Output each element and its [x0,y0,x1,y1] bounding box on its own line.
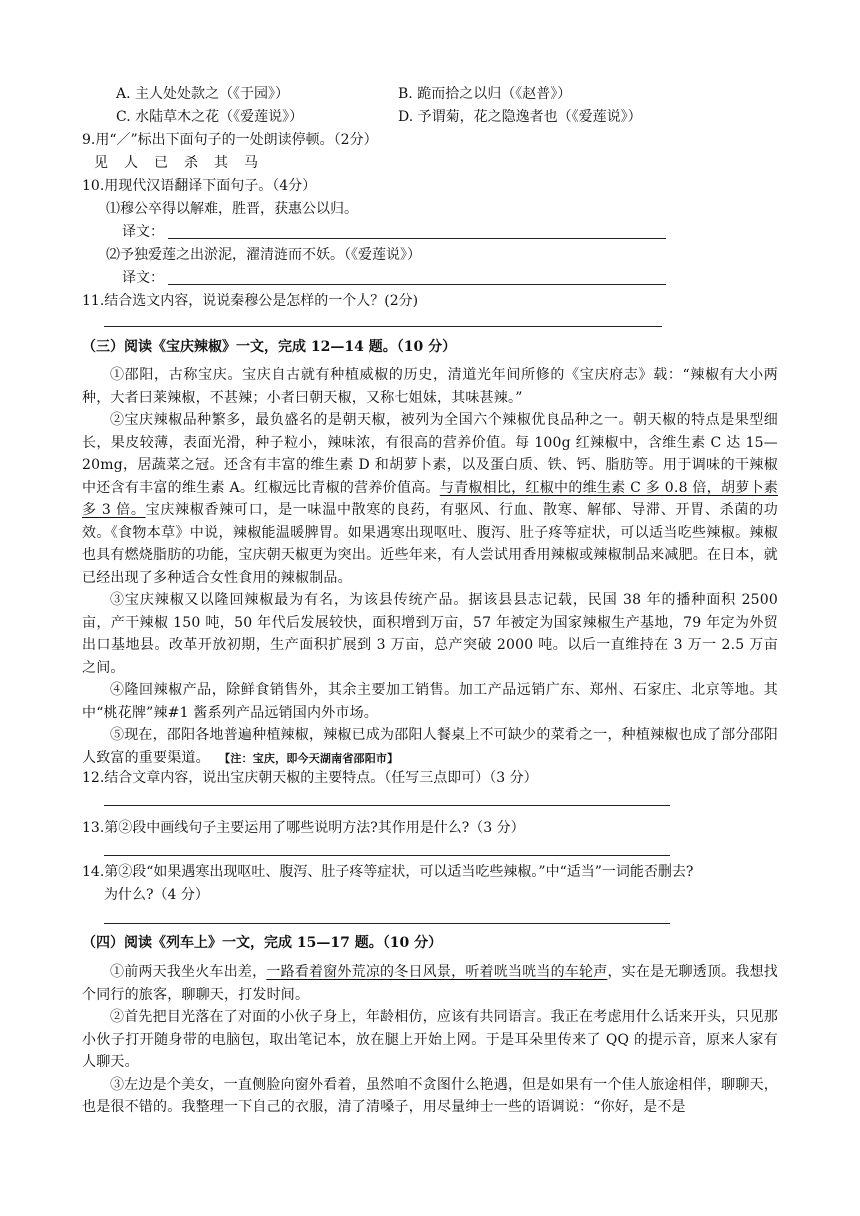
q10-answer-line-2[interactable] [168,284,666,285]
q8-option-a: A. 主人处处款之（《于园》） [116,86,290,102]
section3-note: 【注：宝庆，即今天湖南省邵阳市】 [219,751,399,765]
section3-p2-text-a: ②宝庆辣椒品种繁多，最负盛名的是朝天椒，被列为全国六个辣椒优良品种之一。朝天椒的特点是果型细长，果皮较薄，表面光滑，种子粒小，辣味浓，有很高的营养价值。每 100g 红辣椒中，含维生素 C 达 15—20mg，居蔬菜之冠。还含有丰富的维生素 D 和胡萝卜素，以及蛋白质、铁、钙、脂肪等。用于调味的干辣椒中还含有丰富的维生素 A。红椒远比青椒的营养价值高。 [82,412,778,496]
q14-prompt-line-1: 14.第②段“如果遇寒出现呕吐、腹泻、肚子疼等症状，可以适当吃些辣椒。”中“适当”一词能否删去? [82,864,694,880]
section3-paragraph-2 [82,409,778,589]
section3-p2-text-b: 宝庆辣椒香辣可口，是一味温中散寒的良药，有驱风、行血、散寒、解郁、导滞、开胃、杀菌的功效。《食物本草》中说，辣椒能温暖脾胃。如果遇寒出现呕吐、腹泻、肚子疼等症状，可以适当吃些辣椒。辣椒也具有燃烧脂肪的功能，宝庆朝天椒更为突出。近些年来，有人尝试用香用辣椒或辣椒制品来减肥。在日本，就已经出现了多种适合女性食用的辣椒制品。 [82,502,778,586]
section3-paragraph-3: ③宝庆辣椒又以隆回辣椒最为有名，为该县传统产品。据该县县志记载，民国 38 年的播种面积 2500 亩，产干辣椒 150 吨，50 年代后发展较快，面积增到万亩，57 年被定为国家辣椒生产基地，79 年定为外贸出口基地县。改革开放初期，生产面积扩展到 3 万亩，总产突破 2000 吨。以后一直维持在 3 万一 2.5 万亩之间。 [82,592,778,676]
q11-prompt: 11.结合选文内容，说说秦穆公是怎样的一个人？(2分) [82,293,419,309]
section4-passage [82,961,778,1119]
section3-passage [82,364,778,770]
q10-item-1: ⑴穆公卒得以解难，胜晋，获惠公以归。 [106,201,358,217]
section4-heading: （四）阅读《列车上》一文，完成 15—17 题。（10 分） [82,935,443,951]
q9-sentence: 见人已杀其马 [94,155,274,171]
q14-answer-line[interactable] [104,923,670,924]
q10-answer-label-2: 译文： [122,270,164,286]
section4-p1-text-b: ，实在是无聊透顶。我想找个同行的旅客，聊聊天，打发时间。 [82,964,778,1003]
section3-paragraph-4: ④隆回辣椒产品，除鲜食销售外，其余主要加工销售。加工产品远销广东、郑州、石家庄、北京等地。其中“桃花牌”辣#1 酱系列产品远销国内外市场。 [82,682,778,721]
q12-prompt: 12.结合文章内容，说出宝庆朝天椒的主要特点。（任写三点即可）（3 分） [82,770,538,786]
underlined-sentence: 与青椒相比，红椒中的维生素 C 多 0.8 倍，胡萝卜素多 3 倍。 [82,479,778,518]
q8-option-d: D. 予谓菊，花之隐逸者也（《爱莲说》） [398,109,642,125]
section3-heading: （三）阅读《宝庆辣椒》一文，完成 12—14 题。（10 分） [82,339,457,355]
q10-prompt: 10.用现代汉语翻译下面句子。（4分） [82,178,317,194]
section4-p1-text-a: ①前两天我坐火车出差， [110,964,267,980]
q8-option-c: C. 水陆草木之花（《爱莲说》） [116,109,304,125]
section3-paragraph-5 [82,724,778,770]
q10-answer-label-1: 译文： [122,224,164,240]
section4-paragraph-2: ②首先把目光落在了对面的小伙子身上，年龄相仿，应该有共同语言。我正在考虑用什么话来开头，只见那小伙子打开随身带的电脑包，取出笔记本，放在腿上开始上网。于是耳朵里传来了 QQ 的提示音，原来人家有人聊天。 [82,1009,778,1070]
q11-answer-line[interactable] [104,326,662,327]
q13-answer-line[interactable] [104,855,670,856]
q9-prompt: 9.用“／”标出下面句子的一处朗读停顿。（2分） [82,132,378,148]
q10-item-2: ⑵予独爱莲之出淤泥，濯清涟而不妖。（《爱莲说》） [106,247,421,263]
q14-prompt-line-2: 为什么?（4 分） [104,887,209,903]
section3-p5-text: ⑤现在，邵阳各地普遍种植辣椒，辣椒已成为邵阳人餐桌上不可缺少的菜肴之一，种植辣椒也成了部分邵阳人致富的重要渠道。 [82,727,778,766]
q12-answer-line[interactable] [104,805,670,806]
section4-underlined-phrase: 一路看着窗外荒凉的冬日风景，听着咣当咣当的车轮声 [266,964,608,980]
section3-paragraph-1: ①邵阳，古称宝庆。宝庆自古就有种植威椒的历史，清道光年间所修的《宝庆府志》载：“辣椒有大小两种，大者曰莱辣椒，不甚辣；小者曰朝天椒，又称七姐妹，其味甚辣。” [82,367,778,406]
section4-paragraph-1 [82,961,778,1006]
q8-option-b: B. 跪而拾之以归（《赵普》） [398,86,572,102]
q13-prompt: 13.第②段中画线句子主要运用了哪些说明方法?其作用是什么?（3 分） [82,820,525,836]
q10-answer-line-1[interactable] [168,238,666,239]
section4-paragraph-3: ③左边是个美女，一直侧脸向窗外看着，虽然咱不贪图什么艳遇，但是如果有一个佳人旅途相伴，聊聊天，也是很不错的。我整理一下自己的衣服，清了清嗓子，用尽量绅士一些的语调说：“你好，是不是 [82,1076,778,1115]
